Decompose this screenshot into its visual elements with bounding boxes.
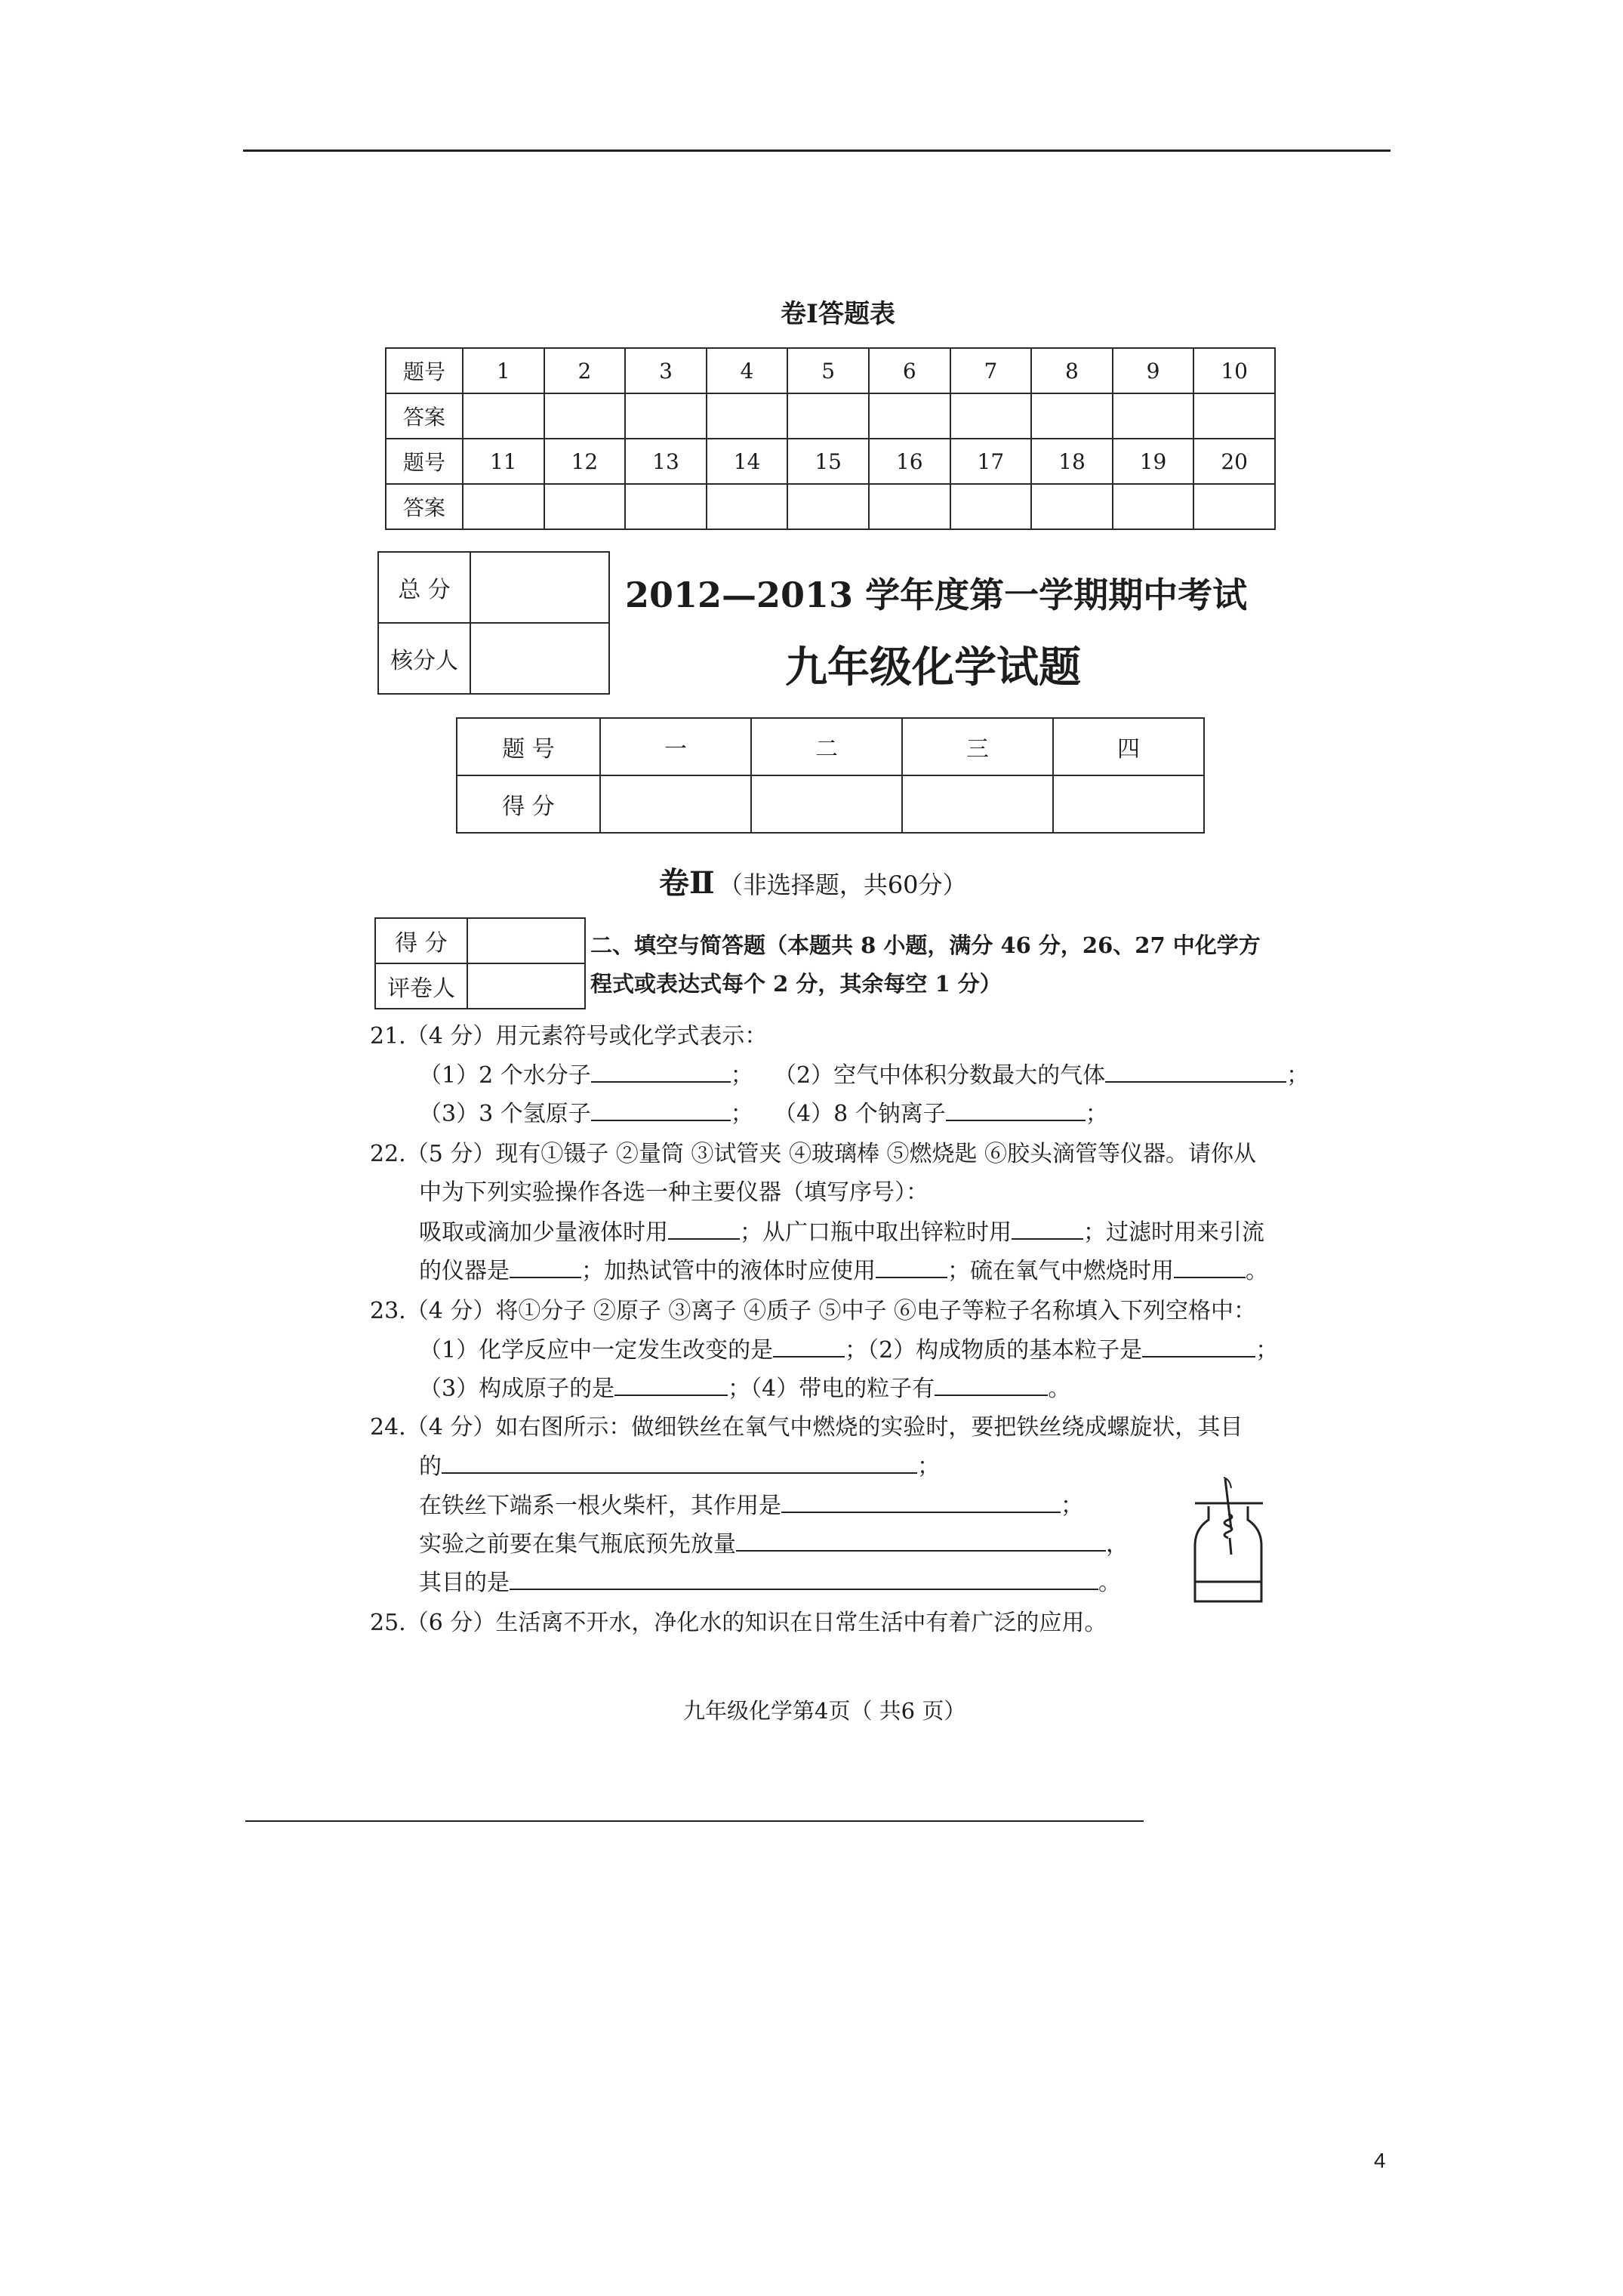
q23-line2 (419, 1335, 1278, 1366)
q23-a-label: （1）化学反应中一定发生改变的是 (419, 1337, 774, 1364)
answer-table-row-label: 答案 (386, 484, 463, 529)
grader-box (374, 917, 586, 1009)
score-table-header-cell: 四 (1053, 718, 1204, 775)
question-number-cell: 12 (544, 439, 626, 484)
q23-line1: 23.（4 分）将①分子 ②原子 ③离子 ④质子 ⑤中子 ⑥电子等粒子名称填入下列空格中： (370, 1298, 1257, 1324)
answer-table (385, 347, 1276, 530)
q21-b-blank[interactable] (1105, 1060, 1286, 1083)
q22-line2: 中为下列实验操作各选一种主要仪器（填写序号）： (419, 1179, 929, 1206)
q22-l4c: ；硫在氧气中燃烧时用 (947, 1258, 1174, 1284)
q23-a-blank[interactable] (773, 1335, 845, 1358)
score-table-row-label: 得 分 (457, 775, 600, 833)
q24-blank-3[interactable] (736, 1529, 1106, 1552)
q24-line3 (419, 1490, 1083, 1521)
answer-cell[interactable] (1193, 393, 1275, 439)
question-number-cell: 13 (625, 439, 707, 484)
answer-table-row-label: 题号 (386, 439, 463, 484)
question-number-cell: 16 (869, 439, 950, 484)
q21-a-blank[interactable] (591, 1060, 731, 1083)
question-number-cell: 2 (544, 348, 626, 393)
q23-d-blank[interactable] (935, 1373, 1048, 1396)
q24-line2-punct: ； (917, 1453, 940, 1480)
q22-line3 (419, 1217, 1264, 1248)
answer-cell[interactable] (544, 484, 626, 529)
q21-a-punct: ； (730, 1062, 753, 1089)
answer-cell[interactable] (463, 393, 544, 439)
answer-cell[interactable] (625, 393, 707, 439)
q24-line3-label: 在铁丝下端系一根火柴杆，其作用是 (419, 1493, 781, 1519)
q23-c-blank[interactable] (614, 1373, 728, 1396)
question-number-cell: 9 (1113, 348, 1194, 393)
question-number-cell: 11 (463, 439, 544, 484)
question-number-cell: 5 (787, 348, 869, 393)
q21-d-blank[interactable] (946, 1099, 1086, 1121)
answer-cell[interactable] (787, 484, 869, 529)
q22-line1: 22.（5 分）现有①镊子 ②量筒 ③试管夹 ④玻璃棒 ⑤燃烧匙 ⑥胶头滴管等仪器。请你从 (370, 1141, 1257, 1167)
q22-blank-3[interactable] (510, 1256, 581, 1278)
q24-line1: 24.（4 分）如右图所示：做细铁丝在氧气中燃烧的实验时，要把铁丝绕成螺旋状，其目 (370, 1414, 1243, 1441)
question-number-cell: 3 (625, 348, 707, 393)
q22-blank-1[interactable] (668, 1217, 740, 1240)
grader-score-label: 得 分 (375, 918, 467, 963)
gas-jar-figure (1181, 1476, 1280, 1612)
q21-d-label: （4）8 个钠离子 (774, 1101, 946, 1127)
q24-line5-label: 其目的是 (419, 1570, 510, 1596)
grader-score-cell[interactable] (467, 918, 585, 963)
score-table-header-cell: 题 号 (457, 718, 600, 775)
answer-table-row-label: 题号 (386, 348, 463, 393)
q21-row1 (419, 1060, 753, 1091)
question-number-cell: 20 (1193, 439, 1275, 484)
top-rule (243, 149, 1390, 152)
answer-cell[interactable] (1193, 484, 1275, 529)
q23-c-label: （3）构成原子的是 (419, 1376, 615, 1402)
q21-stem: 21.（4 分）用元素符号或化学式表示： (370, 1023, 768, 1049)
answer-table-row (386, 348, 1275, 393)
q22-l4a: 的仪器是 (419, 1258, 510, 1284)
q22-end-punct: 。 (1246, 1258, 1268, 1284)
score-table-header-cell: 三 (902, 718, 1053, 775)
q22-l3b: ；从广口瓶中取出锌粒时用 (740, 1219, 1012, 1246)
q23-b-label: ；（2）构成物质的基本粒子是 (845, 1337, 1143, 1364)
question-number-cell: 10 (1193, 348, 1275, 393)
q24-line2-label: 的 (419, 1453, 442, 1480)
q24-blank-1[interactable] (442, 1451, 917, 1474)
q22-line4 (419, 1256, 1268, 1287)
score-table-score-cell[interactable] (1053, 775, 1204, 833)
exam-subtitle: 九年级化学试题 (785, 643, 1081, 692)
q21-c-blank[interactable] (591, 1099, 731, 1121)
q21-row2b (774, 1099, 1108, 1130)
answer-table-row (386, 439, 1275, 484)
question-number-cell: 1 (463, 348, 544, 393)
q23-line3 (419, 1373, 1070, 1404)
q21-row1b (774, 1060, 1309, 1091)
question-number-cell: 7 (950, 348, 1032, 393)
q23-d-label: ；（4）带电的粒子有 (728, 1376, 935, 1402)
answer-cell[interactable] (1113, 484, 1194, 529)
score-table-header-cell: 二 (751, 718, 902, 775)
checker-value-cell[interactable] (470, 623, 609, 694)
question-number-cell: 14 (707, 439, 788, 484)
answer-table-row-label: 答案 (386, 393, 463, 439)
q21-row2 (419, 1099, 753, 1130)
score-table-header-cell: 一 (600, 718, 751, 775)
total-label: 总 分 (378, 552, 470, 623)
q22-l3a: 吸取或滴加少量液体时用 (419, 1219, 668, 1246)
q23-b-punct: ； (1255, 1337, 1279, 1364)
q25-line1: 25.（6 分）生活离不开水，净化水的知识在日常生活中有着广泛的应用。 (370, 1610, 1107, 1636)
answer-table-row (386, 484, 1275, 529)
answer-cell[interactable] (707, 393, 788, 439)
q21-b-label: （2）空气中体积分数最大的气体 (774, 1062, 1106, 1089)
question-number-cell: 17 (950, 439, 1032, 484)
q24-blank-4[interactable] (510, 1567, 1098, 1590)
part2-heading-line1: 二、填空与简答题（本题共 8 小题，满分 46 分，26、27 中化学方 (590, 932, 1261, 958)
answer-cell[interactable] (625, 484, 707, 529)
answer-cell[interactable] (950, 393, 1032, 439)
bottom-rule (245, 1820, 1144, 1822)
section2-title: 卷Ⅱ (659, 865, 715, 901)
answer-cell[interactable] (950, 484, 1032, 529)
q24-line4 (419, 1529, 1129, 1560)
part2-heading-line2: 程式或表达式每个 2 分，其余每空 1 分） (590, 971, 1002, 997)
grader-name-cell[interactable] (467, 963, 585, 1009)
q23-d-punct: 。 (1048, 1376, 1071, 1402)
answer-cell[interactable] (1031, 484, 1113, 529)
answer-cell[interactable] (869, 484, 950, 529)
q22-blank-5[interactable] (1174, 1256, 1246, 1278)
q22-blank-4[interactable] (876, 1256, 947, 1278)
question-number-cell: 15 (787, 439, 869, 484)
total-value-cell[interactable] (470, 552, 609, 623)
answer-cell[interactable] (1113, 393, 1194, 439)
q21-c-label: （3）3 个氢原子 (419, 1101, 591, 1127)
grader-name-label: 评卷人 (375, 963, 467, 1009)
answer-cell[interactable] (707, 484, 788, 529)
q21-b-punct: ； (1286, 1062, 1310, 1089)
total-score-box (377, 551, 610, 695)
q22-blank-2[interactable] (1012, 1217, 1083, 1240)
answer-table-title: 卷Ⅰ答题表 (781, 299, 895, 329)
question-number-cell: 6 (869, 348, 950, 393)
q24-blank-2[interactable] (781, 1490, 1061, 1513)
answer-table-row (386, 393, 1275, 439)
score-table-score-cell[interactable] (902, 775, 1053, 833)
score-table-header-row (457, 718, 1204, 775)
q24-line2 (419, 1451, 940, 1482)
question-number-cell: 19 (1113, 439, 1194, 484)
answer-cell[interactable] (544, 393, 626, 439)
page-number: 4 (1374, 2149, 1386, 2172)
question-number-cell: 4 (707, 348, 788, 393)
q21-c-punct: ； (730, 1101, 753, 1127)
checker-label: 核分人 (378, 623, 470, 694)
q24-line5 (419, 1567, 1121, 1598)
q23-b-blank[interactable] (1142, 1335, 1255, 1358)
question-number-cell: 8 (1031, 348, 1113, 393)
section2-heading (659, 859, 967, 902)
answer-cell[interactable] (869, 393, 950, 439)
section2-note: （非选择题，共60分） (718, 871, 967, 899)
q24-line4-label: 实验之前要在集气瓶底预先放量 (419, 1531, 736, 1558)
score-table-score-row (457, 775, 1204, 833)
q22-l3c: ；过滤时用来引流 (1083, 1219, 1264, 1246)
q24-line3-punct: ； (1061, 1493, 1083, 1519)
exam-title: 2012—2013 学年度第一学期期中考试 (625, 575, 1248, 615)
q21-a-label: （1）2 个水分子 (419, 1062, 591, 1089)
q24-line5-punct: 。 (1098, 1570, 1121, 1596)
answer-cell[interactable] (463, 484, 544, 529)
score-table (456, 717, 1205, 834)
question-number-cell: 18 (1031, 439, 1113, 484)
answer-cell[interactable] (1031, 393, 1113, 439)
answer-cell[interactable] (787, 393, 869, 439)
score-table-score-cell[interactable] (600, 775, 751, 833)
score-table-score-cell[interactable] (751, 775, 902, 833)
q21-d-punct: ； (1085, 1101, 1108, 1127)
page-footer: 九年级化学第4页（ 共6 页） (683, 1698, 966, 1724)
q22-l4b: ；加热试管中的液体时应使用 (581, 1258, 876, 1284)
q24-line4-punct: ， (1106, 1531, 1129, 1558)
